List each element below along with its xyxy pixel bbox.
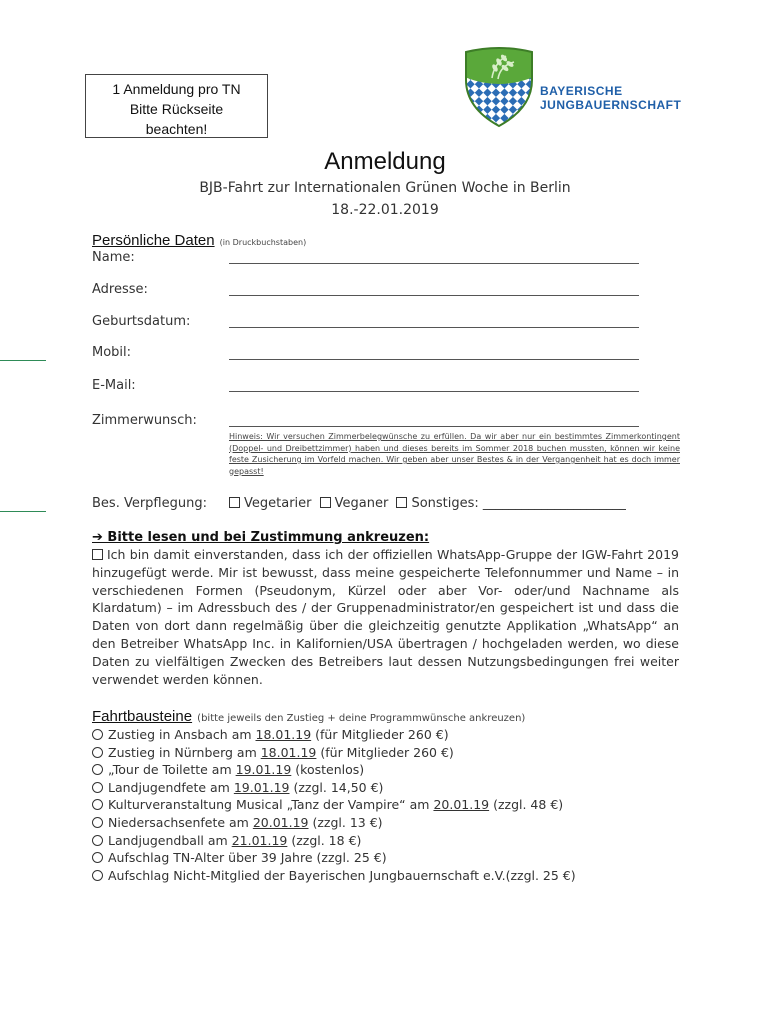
option-text: Landjugendball am — [108, 832, 232, 848]
option-date: 20.01.19 — [252, 814, 309, 830]
option-text: Kulturveranstaltung Musical „Tanz der Vampire“ am — [108, 797, 434, 813]
option-text: (für Mitglieder 260 €) — [316, 744, 454, 760]
diet-option-label: Sonstiges: ______________________ — [411, 496, 626, 511]
option-text: Zustieg in Nürnberg am — [108, 744, 261, 760]
radio-circle-icon[interactable] — [92, 782, 103, 793]
mobile-label: Mobil: — [92, 345, 132, 360]
section-title: Fahrtbausteine — [92, 708, 193, 725]
option-text: (zzgl. 14,50 €) — [289, 779, 384, 795]
consent-checkbox[interactable] — [92, 549, 103, 560]
email-label: E-Mail: — [92, 378, 136, 393]
option-text: Landjugendfete am — [108, 779, 234, 795]
margin-divider — [0, 360, 46, 361]
diet-option-vegetarian[interactable] — [229, 496, 312, 511]
trip-option[interactable] — [92, 849, 576, 867]
notice-line: 1 Anmeldung pro TN — [112, 81, 241, 97]
checkbox[interactable] — [396, 497, 407, 508]
option-text: Aufschlag TN-Alter über 39 Jahre (zzgl. 25 €) — [108, 850, 387, 866]
option-date: 19.01.19 — [235, 762, 292, 778]
option-text: (zzgl. 13 €) — [308, 814, 383, 830]
section-title: Persönliche Daten — [92, 232, 215, 249]
trip-option[interactable] — [92, 779, 576, 797]
page-title: Anmeldung — [324, 148, 446, 175]
radio-circle-icon[interactable] — [92, 764, 103, 775]
organization-name — [540, 84, 681, 112]
event-dates: 18.-22.01.2019 — [331, 202, 439, 218]
checkbox[interactable] — [229, 497, 240, 508]
trip-option[interactable] — [92, 796, 576, 814]
name-label: Name: — [92, 250, 135, 265]
radio-circle-icon[interactable] — [92, 817, 103, 828]
radio-circle-icon[interactable] — [92, 835, 103, 846]
option-date: 19.01.19 — [233, 779, 290, 795]
option-date: 18.01.19 — [260, 744, 317, 760]
option-text: „Tour de Toilette am — [108, 762, 236, 778]
room-field[interactable] — [229, 426, 639, 427]
name-field[interactable] — [229, 263, 639, 264]
option-text: Zustieg in Ansbach am — [108, 727, 256, 742]
diet-options — [229, 496, 626, 511]
organization-name-line: BAYERISCHE — [540, 84, 623, 98]
option-text: Niedersachsenfete am — [108, 814, 253, 830]
room-label: Zimmerwunsch: — [92, 413, 197, 428]
personal-section-heading — [92, 230, 306, 249]
trip-options-list — [92, 726, 576, 884]
birthdate-field[interactable] — [229, 327, 639, 328]
notice-line: Bitte Rückseite — [129, 101, 224, 117]
trip-option[interactable] — [92, 744, 576, 762]
option-text: (zzgl. 18 €) — [287, 832, 362, 848]
consent-text: Ich bin damit einverstanden, dass ich der offiziellen WhatsApp-Gruppe der IGW-Fahrt 2019 hinzugefügt werde. Mir ist bewusst, dass meine gespeicherte Telefonnummer und Name – in verschiedenen Formen (Pseudonym, Kürzel oder aber Vor- oder/und Nachname als Klardatum) – im Adressbuch des / der Gruppenadministrator/en gespeichert ist und dass die Daten von dort dann regelmäßig über die gleichzeitig genutzte Applikation „WhatsApp“ an den Betreiber WhatsApp Inc. in Kalifornien/USA übertragen / hochgeladen werden, wo diese Daten zu vielfältigen Zwecken des Betreibers laut dessen Nutzungsbedingungen frei weiter verwendet werden können. — [92, 547, 679, 687]
organization-name-line: JUNGBAUERNSCHAFT — [540, 98, 682, 112]
trip-option[interactable] — [92, 832, 576, 850]
trip-option[interactable] — [92, 814, 576, 832]
option-text: Aufschlag Nicht-Mitglied der Bayerischen Jungbauernschaft e.V.(zzgl. 25 €) — [108, 867, 576, 883]
radio-circle-icon[interactable] — [92, 729, 103, 740]
trip-option[interactable] — [92, 761, 576, 779]
diet-option-vegan[interactable] — [320, 496, 389, 511]
birthdate-label: Geburtsdatum: — [92, 314, 191, 329]
checkbox[interactable] — [320, 497, 331, 508]
option-text: (für Mitglieder 260 €) — [311, 727, 449, 742]
radio-circle-icon[interactable] — [92, 852, 103, 863]
radio-circle-icon[interactable] — [92, 799, 103, 810]
option-date: 21.01.19 — [231, 832, 288, 848]
address-label: Adresse: — [92, 282, 148, 297]
diet-option-other[interactable] — [396, 496, 625, 511]
option-text: (kostenlos) — [291, 762, 365, 778]
diet-option-label: Vegetarier — [244, 496, 312, 511]
trip-section-heading — [92, 706, 525, 725]
option-text: (zzgl. 48 €) — [489, 797, 564, 813]
margin-divider — [0, 511, 46, 512]
trip-option[interactable] — [92, 867, 576, 885]
logo-shield-icon — [462, 46, 536, 128]
diet-label: Bes. Verpflegung: — [92, 496, 207, 511]
page-subtitle: BJB-Fahrt zur Internationalen Grünen Woche in Berlin — [199, 180, 571, 196]
radio-circle-icon[interactable] — [92, 747, 103, 758]
consent-heading: ➔ Bitte lesen und bei Zustimmung ankreuzen: — [92, 530, 430, 545]
section-hint: (in Druckbuchstaben) — [219, 238, 307, 247]
room-hint: Hinweis: Wir versuchen Zimmerbelegwünsche zu erfüllen. Da wir aber nur ein bestimmtes Zimmerkontingent (Doppel- und Dreibettzimmer) haben und dieses bereits im Sommer 2018 buchen mussten, können wir keine feste Zusicherung im Vorfeld machen. Wir geben aber unser Bestes & in der Vergangenheit hat es doch immer gepasst! — [229, 432, 680, 476]
section-hint: (bitte jeweils den Zustieg + deine Programmwünsche ankreuzen) — [197, 713, 526, 724]
option-date: 18.01.19 — [255, 727, 312, 742]
mobile-field[interactable] — [229, 359, 639, 360]
notice-line: beachten! — [145, 121, 208, 137]
email-field[interactable] — [229, 391, 639, 392]
consent-block — [92, 546, 679, 688]
notice-box — [85, 74, 268, 138]
option-date: 20.01.19 — [433, 797, 490, 813]
trip-option[interactable] — [92, 726, 576, 744]
diet-option-label: Veganer — [334, 496, 389, 511]
address-field[interactable] — [229, 295, 639, 296]
radio-circle-icon[interactable] — [92, 870, 103, 881]
